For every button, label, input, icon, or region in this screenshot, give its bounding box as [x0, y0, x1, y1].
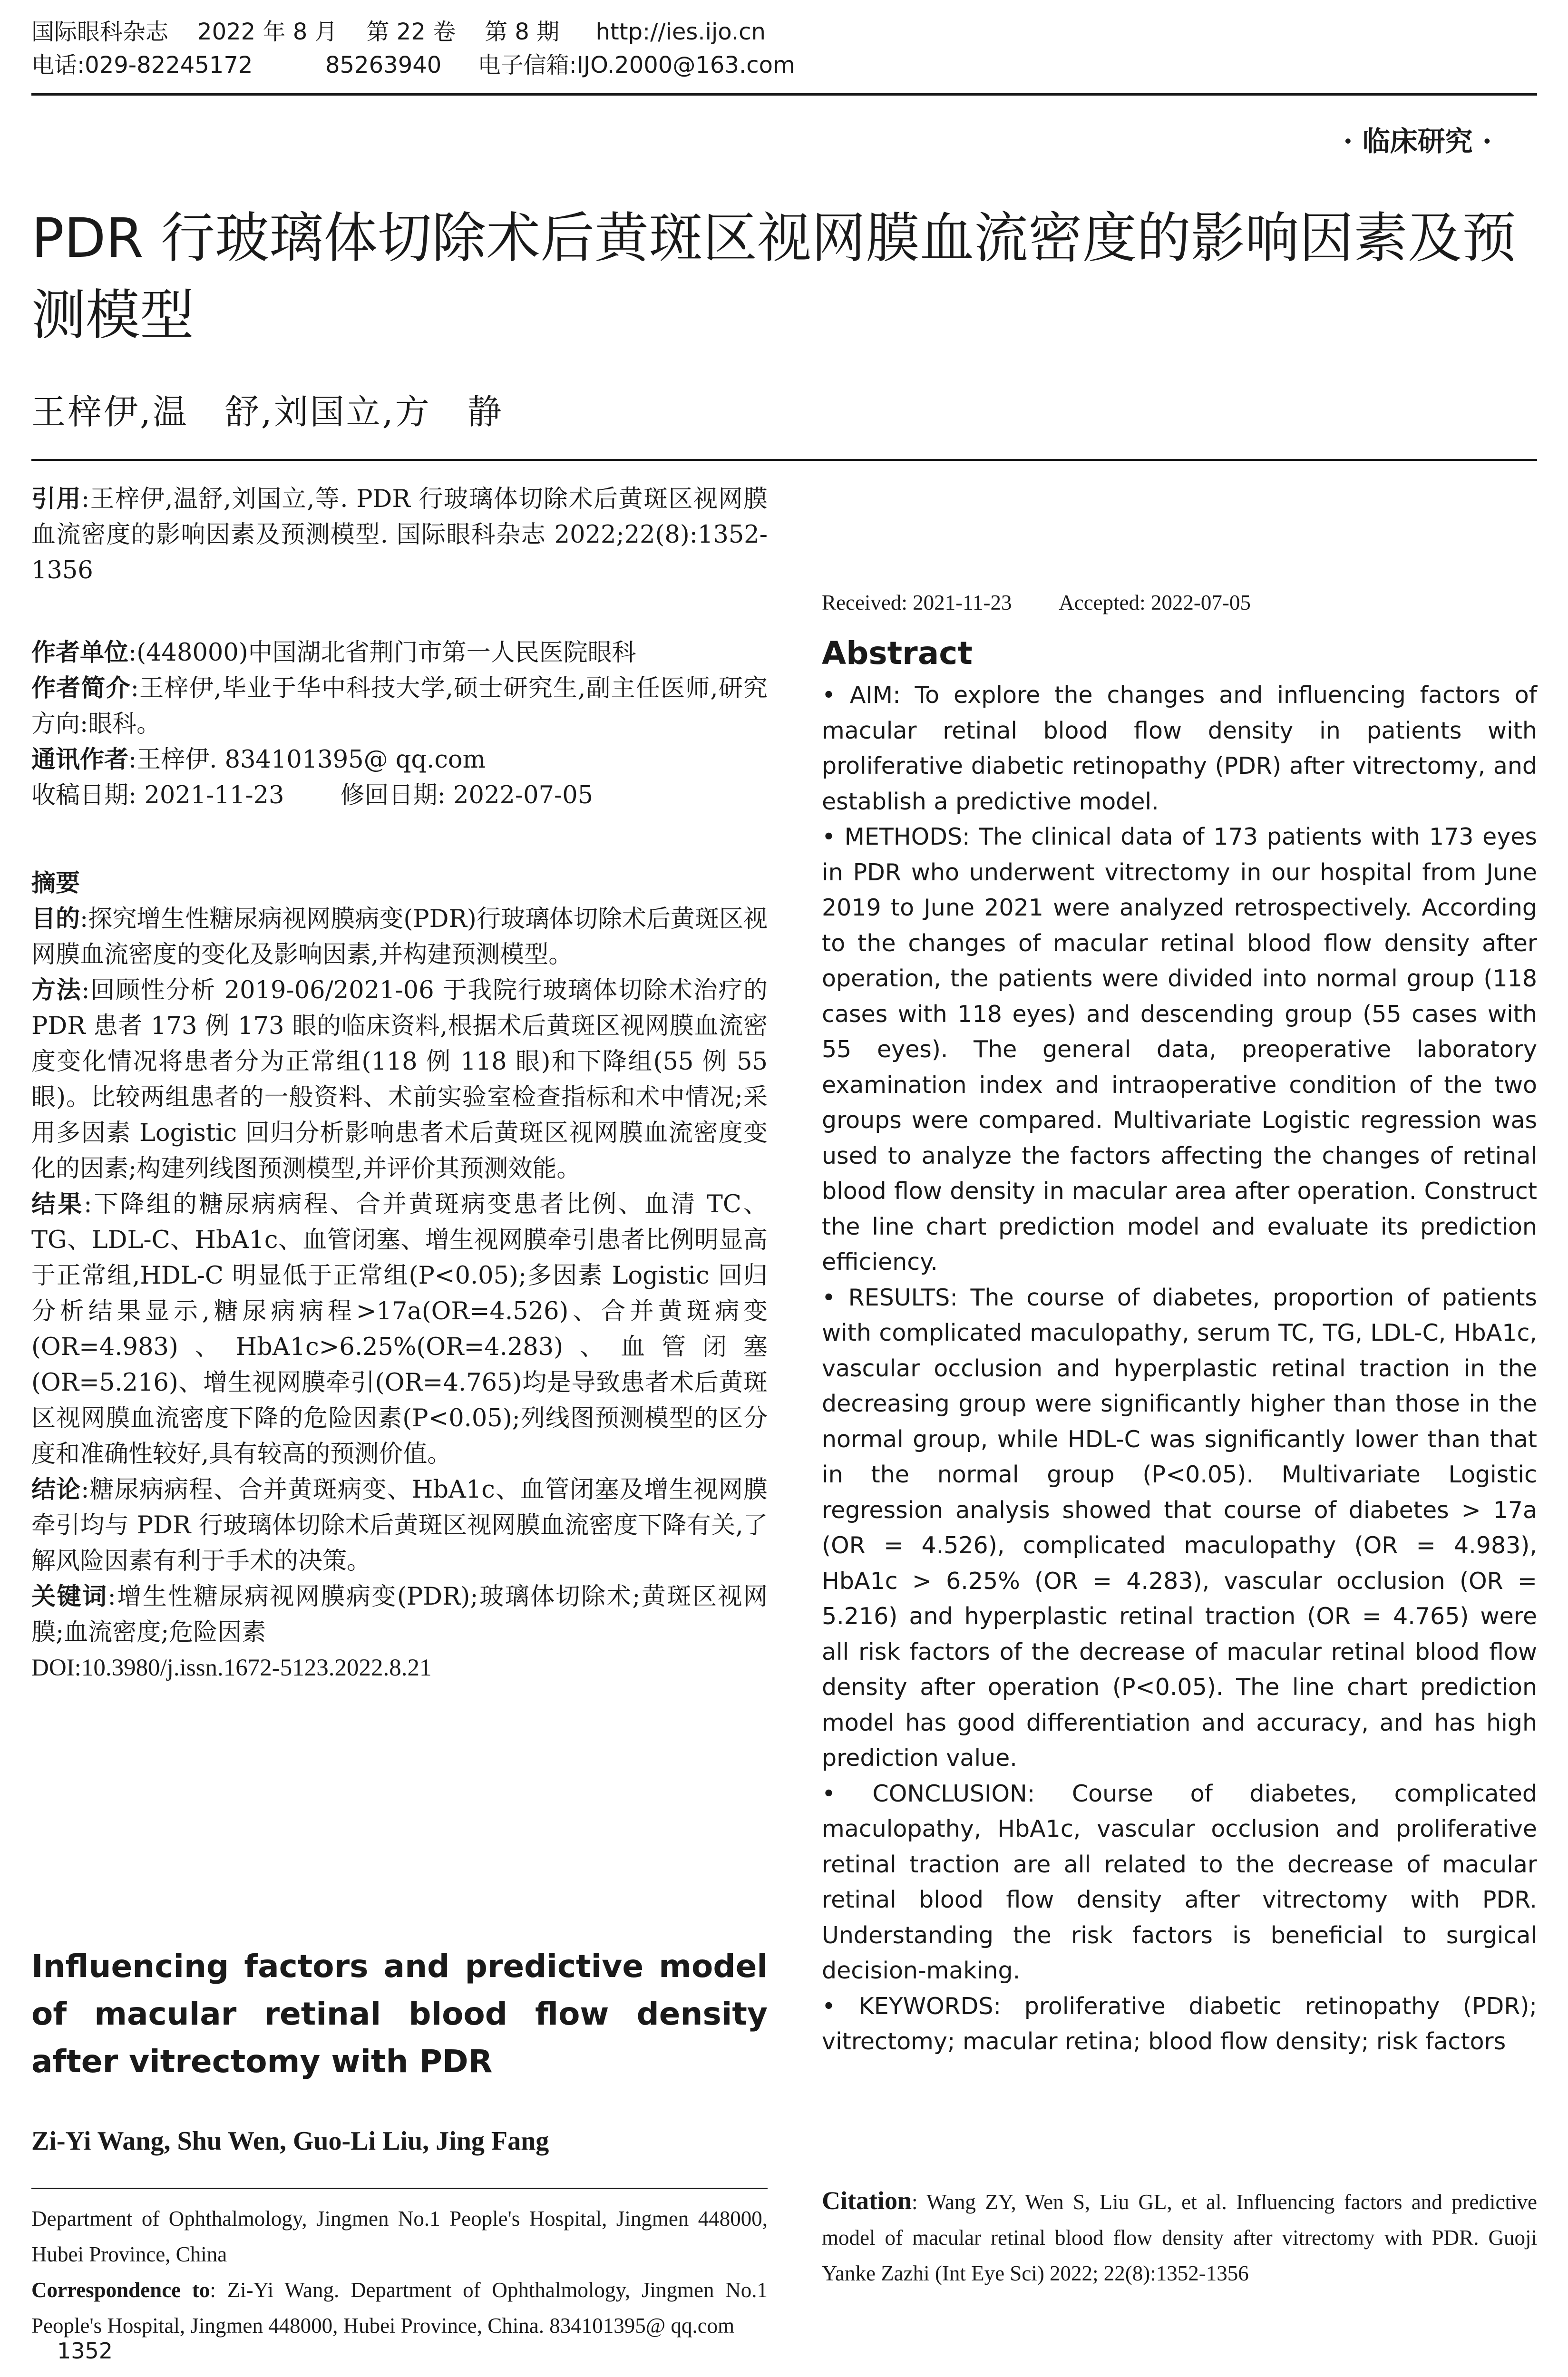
abstract-en-aim: • AIM: To explore the changes and influencing factors of macular retinal blood flow density in patients with proliferative diabetic retinopathy (PDR) after vitrectomy, and establish a predictive model. [822, 682, 1537, 815]
abstract-en-keywords: • KEYWORDS: proliferative diabetic retinopathy (PDR); vitrectomy; macular retina; blood flow density; risk factors [822, 1992, 1537, 2055]
abstract-en-methods: • METHODS: The clinical data of 173 patients with 173 eyes in PDR who underwent vitrectomy in our hospital from June 2019 to June 2021 were analyzed retrospectively. According to the changes of macular retinal blood flow density after operation, the patients were divided into normal group (118 cases with 118 eyes) and descending group (55 cases with 55 eyes). The general data, preoperative laboratory examination index and intraoperative condition of the two groups were compared. Multivariate Logistic regression was used to analyze the factors affecting the changes of retinal blood flow density in macular area after operation. Construct the line chart prediction model and evaluate its prediction efficiency. [822, 823, 1537, 1276]
abstract-cn-conclusion: 结论:糖尿病病程、合并黄斑病变、HbA1c、血管闭塞及增生视网膜牵引均与 PDR 行玻璃体切除术后黄斑区视网膜血流密度下降有关,了解风险因素有利于手术的决策。 [31, 1476, 768, 1575]
affiliation-block [31, 2201, 768, 2344]
abstract-cn-aim: 目的:探究增生性糖尿病视网膜病变(PDR)行玻璃体切除术后黄斑区视网膜血流密度的变化及影响因素,并构建预测模型。 [31, 905, 768, 969]
page-number: 1352 [57, 2338, 113, 2364]
dates-cn: 收稿日期: 2021-11-23 修回日期: 2022-07-05 [31, 781, 594, 809]
abstract-en-heading: Abstract [822, 635, 973, 672]
citation-en-label: Citation [822, 2186, 912, 2215]
info-affiliation: 作者单位:(448000)中国湖北省荆门市第一人民医院眼科 [31, 639, 636, 667]
abstract-en-results: • RESULTS: The course of diabetes, proportion of patients with complicated maculopathy, serum TC, TG, LDL-C, HbA1c, vascular occlusion and hyperplastic retinal traction in the decreasing group were significantly higher than those in the normal group, while HDL-C was significantly lower than that in the normal group (P<0.05). Multivariate Logistic regression analysis showed that course of diabetes > 17a (OR = 4.526), complicated maculopathy (OR = 4.983), HbA1c > 6.25% (OR = 4.283), vascular occlusion (OR = 5.216) and hyperplastic retinal traction (OR = 4.765) were all risk factors of the decrease of macular retinal blood flow density after operation (P<0.05). The line chart prediction model has good differentiation and accuracy, and has high prediction value. [822, 1284, 1537, 1772]
citation-en [822, 2183, 1537, 2291]
abstract-en-conclusion: • CONCLUSION: Course of diabetes, complicated maculopathy, HbA1c, vascular occlusion and proliferative retinal traction are all related to the decrease of macular retinal blood flow density after vitrectomy with PDR. Understanding the risk factors is beneficial to surgical decision-making. [822, 1780, 1537, 1984]
journal-header-line1: 国际眼科杂志 2022 年 8 月 第 22 卷 第 8 期 http://ies.ijo.cn [31, 19, 766, 45]
authors-cn: 王梓伊,温 舒,刘国立,方 静 [31, 392, 504, 432]
abstract-en [822, 678, 1537, 2060]
abstract-cn [31, 866, 768, 1686]
section-label: · 临床研究 · [1343, 125, 1492, 157]
info-author-bio: 作者简介:王梓伊,毕业于华中科技大学,硕士研究生,副主任医师,研究方向:眼科。 [31, 674, 768, 738]
citation-cn-label: 引用 [31, 485, 81, 513]
title-rule [31, 459, 1537, 461]
received-en: Received: 2021-11-23 Accepted: 2022-07-05 [822, 591, 1251, 614]
title-cn: PDR 行玻璃体切除术后黄斑区视网膜血流密度的影响因素及预测模型 [31, 206, 1516, 347]
header-rule [31, 93, 1537, 96]
citation-cn-text: :王梓伊,温舒,刘国立,等. PDR 行玻璃体切除术后黄斑区视网膜血流密度的影响因素及预测模型. 国际眼科杂志 2022;22(8):1352-1356 [31, 485, 768, 585]
doi: DOI:10.3980/j.issn.1672-5123.2022.8.21 [31, 1655, 432, 1681]
authors-en-rule [31, 2188, 768, 2189]
abstract-cn-methods: 方法:回顾性分析 2019-06/2021-06 于我院行玻璃体切除术治疗的 PDR 患者 173 例 173 眼的临床资料,根据术后黄斑区视网膜血流密度变化情况将患者分为正常组(118 例 118 眼)和下降组(55 例 55 眼)。比较两组患者的一般资料、术前实验室检查指标和术中情况;采用多因素 Logistic 回归分析影响患者术后黄斑区视网膜血流密度变化的因素;构建列线图预测模型,并评价其预测效能。 [31, 976, 768, 1183]
citation-cn [31, 481, 768, 588]
correspondence-en: Correspondence to: Zi-Yi Wang. Department of Ophthalmology, Jingmen No.1 People's Hospital, Jingmen 448000, Hubei Province, China. 834101395@ qq.com [31, 2278, 768, 2338]
journal-header-line2: 电话:029-82245172 85263940 电子信箱:IJO.2000@163.com [31, 52, 795, 78]
author-info [31, 635, 768, 813]
abstract-cn-keywords: 关键词:增生性糖尿病视网膜病变(PDR);玻璃体切除术;黄斑区视网膜;血流密度;危险因素 [31, 1583, 768, 1646]
authors-en: Zi-Yi Wang, Shu Wen, Guo-Li Liu, Jing Fang [31, 2126, 549, 2156]
info-corresponding: 通讯作者:王梓伊. 834101395@ qq.com [31, 746, 486, 774]
title-en: Influencing factors and predictive model of macular retinal blood flow density after vitrectomy with PDR [31, 1948, 768, 2080]
affiliation-en: Department of Ophthalmology, Jingmen No.1 People's Hospital, Jingmen 448000, Hubei Province, China [31, 2207, 768, 2266]
abstract-cn-heading: 摘要 [31, 869, 80, 897]
citation-en-text: : Wang ZY, Wen S, Liu GL, et al. Influencing factors and predictive model of macular retinal blood flow density after vitrectomy with PDR. Guoji Yanke Zazhi (Int Eye Sci) 2022; 22(8):1352-1356 [822, 2190, 1537, 2285]
abstract-cn-results: 结果:下降组的糖尿病病程、合并黄斑病变患者比例、血清 TC、TG、LDL-C、HbA1c、血管闭塞、增生视网膜牵引患者比例明显高于正常组,HDL-C 明显低于正常组(P<0.05);多因素 Logistic 回归分析结果显示,糖尿病病程>17a(OR=4.526)、合并黄斑病变(OR=4.983)、HbA1c>6.25%(OR=4.283)、血管闭塞(OR=5.216)、增生视网膜牵引(OR=4.765)均是导致患者术后黄斑区视网膜血流密度下降的危险因素(P<0.05);列线图预测模型的区分度和准确性较好,具有较高的预测价值。 [31, 1190, 768, 1468]
